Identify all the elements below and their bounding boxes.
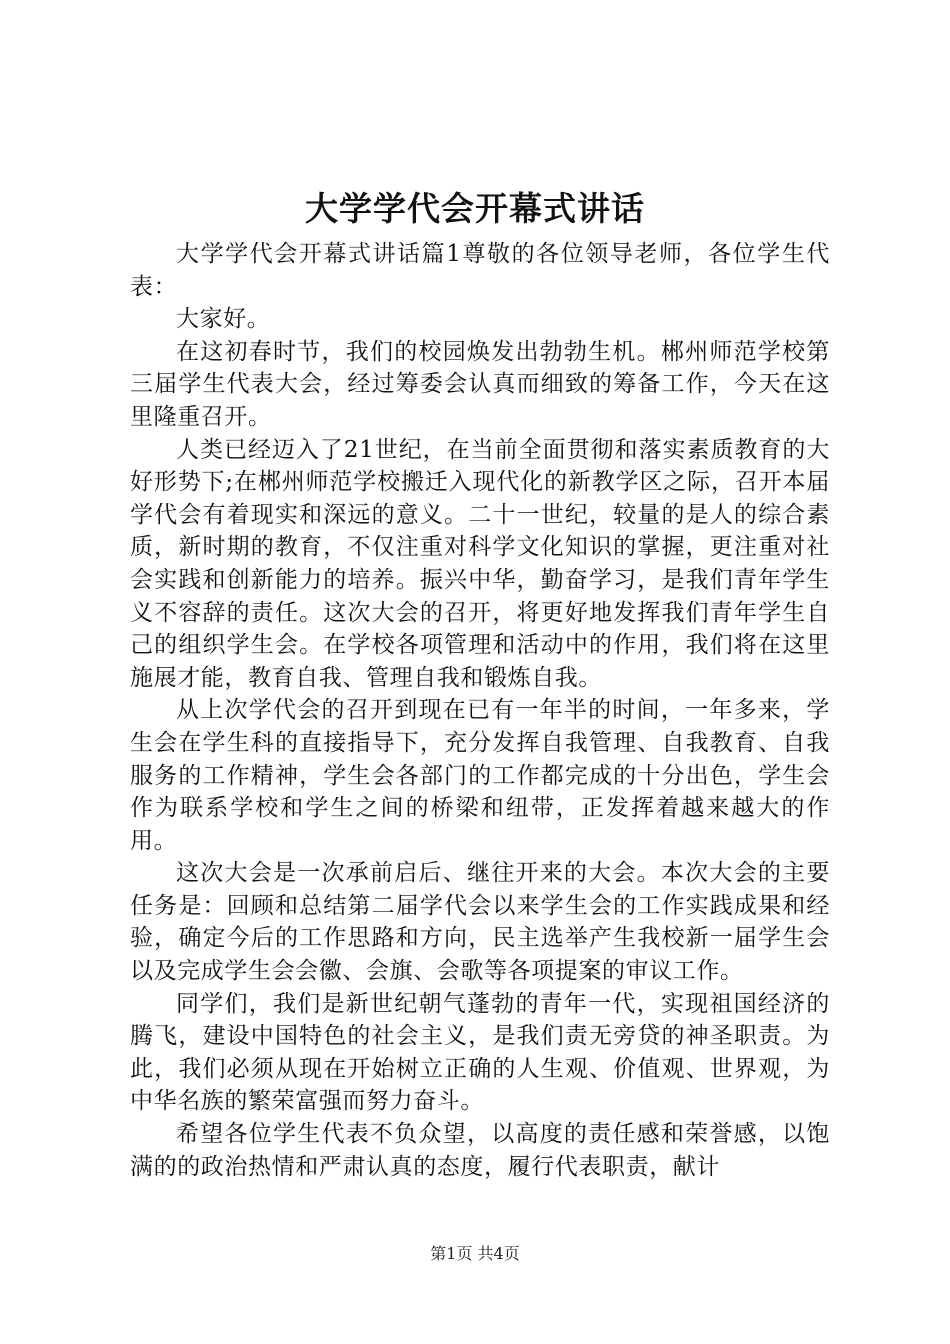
document-title: 大学学代会开幕式讲话 bbox=[305, 189, 645, 228]
paragraph-4: 人类已经迈入了21世纪，在当前全面贯彻和落实素质教育的大好形势下;在郴州师范学校搬迁入现代化的新教学区之际，召开本届学代会有着现实和深远的意义。二十一世纪，较量的是人的综合素质，新时期的教育，不仅注重对科学文化知识的掌握，更注重对社会实践和创新能力的培养。振兴中华，勤奋学习，是我们青年学生义不容辞的责任。这次大会的召开，将更好地发挥我们青年学生自己的组织学生会。在学校各项管理和活动中的作用，我们将在这里施展才能，教育自我、管理自我和锻炼自我。 bbox=[130, 436, 830, 691]
paragraph-3: 在这初春时节，我们的校园焕发出勃勃生机。郴州师范学校第三届学生代表大会，经过筹委会认真而细致的筹备工作，今天在这里隆重召开。 bbox=[130, 338, 830, 430]
paragraph-2: 大家好。 bbox=[176, 306, 271, 333]
page-footer: 第1页 共4页 bbox=[430, 1244, 520, 1263]
paragraph-5: 从上次学代会的召开到现在已有一年半的时间，一年多来，学生会在学生科的直接指导下，充分发挥自我管理、自我教育、自我服务的工作精神，学生会各部门的工作都完成的十分出色，学生会作为联系学校和学生之间的桥梁和纽带，正发挥着越来越大的作用。 bbox=[130, 697, 830, 854]
paragraph-1: 大学学代会开幕式讲话篇1尊敬的各位领导老师，各位学生代表： bbox=[130, 241, 830, 300]
paragraph-6: 这次大会是一次承前启后、继往开来的大会。本次大会的主要任务是：回顾和总结第二届学代会以来学生会的工作实践成果和经验，确定今后的工作思路和方向，民主选举产生我校新一届学生会以及完成学生会会徽、会旗、会歌等各项提案的审议工作。 bbox=[130, 860, 830, 985]
paragraph-7: 同学们，我们是新世纪朝气蓬勃的青年一代，实现祖国经济的腾飞，建设中国特色的社会主义，是我们责无旁贷的神圣职责。为此，我们必须从现在开始树立正确的人生观、价值观、世界观，为中华名族的繁荣富强而努力奋斗。 bbox=[130, 990, 830, 1115]
paragraph-8: 希望各位学生代表不负众望，以高度的责任感和荣誉感，以饱满的的政治热情和严肃认真的态度，履行代表职责，献计 bbox=[130, 1121, 830, 1180]
document-body bbox=[130, 238, 830, 1183]
